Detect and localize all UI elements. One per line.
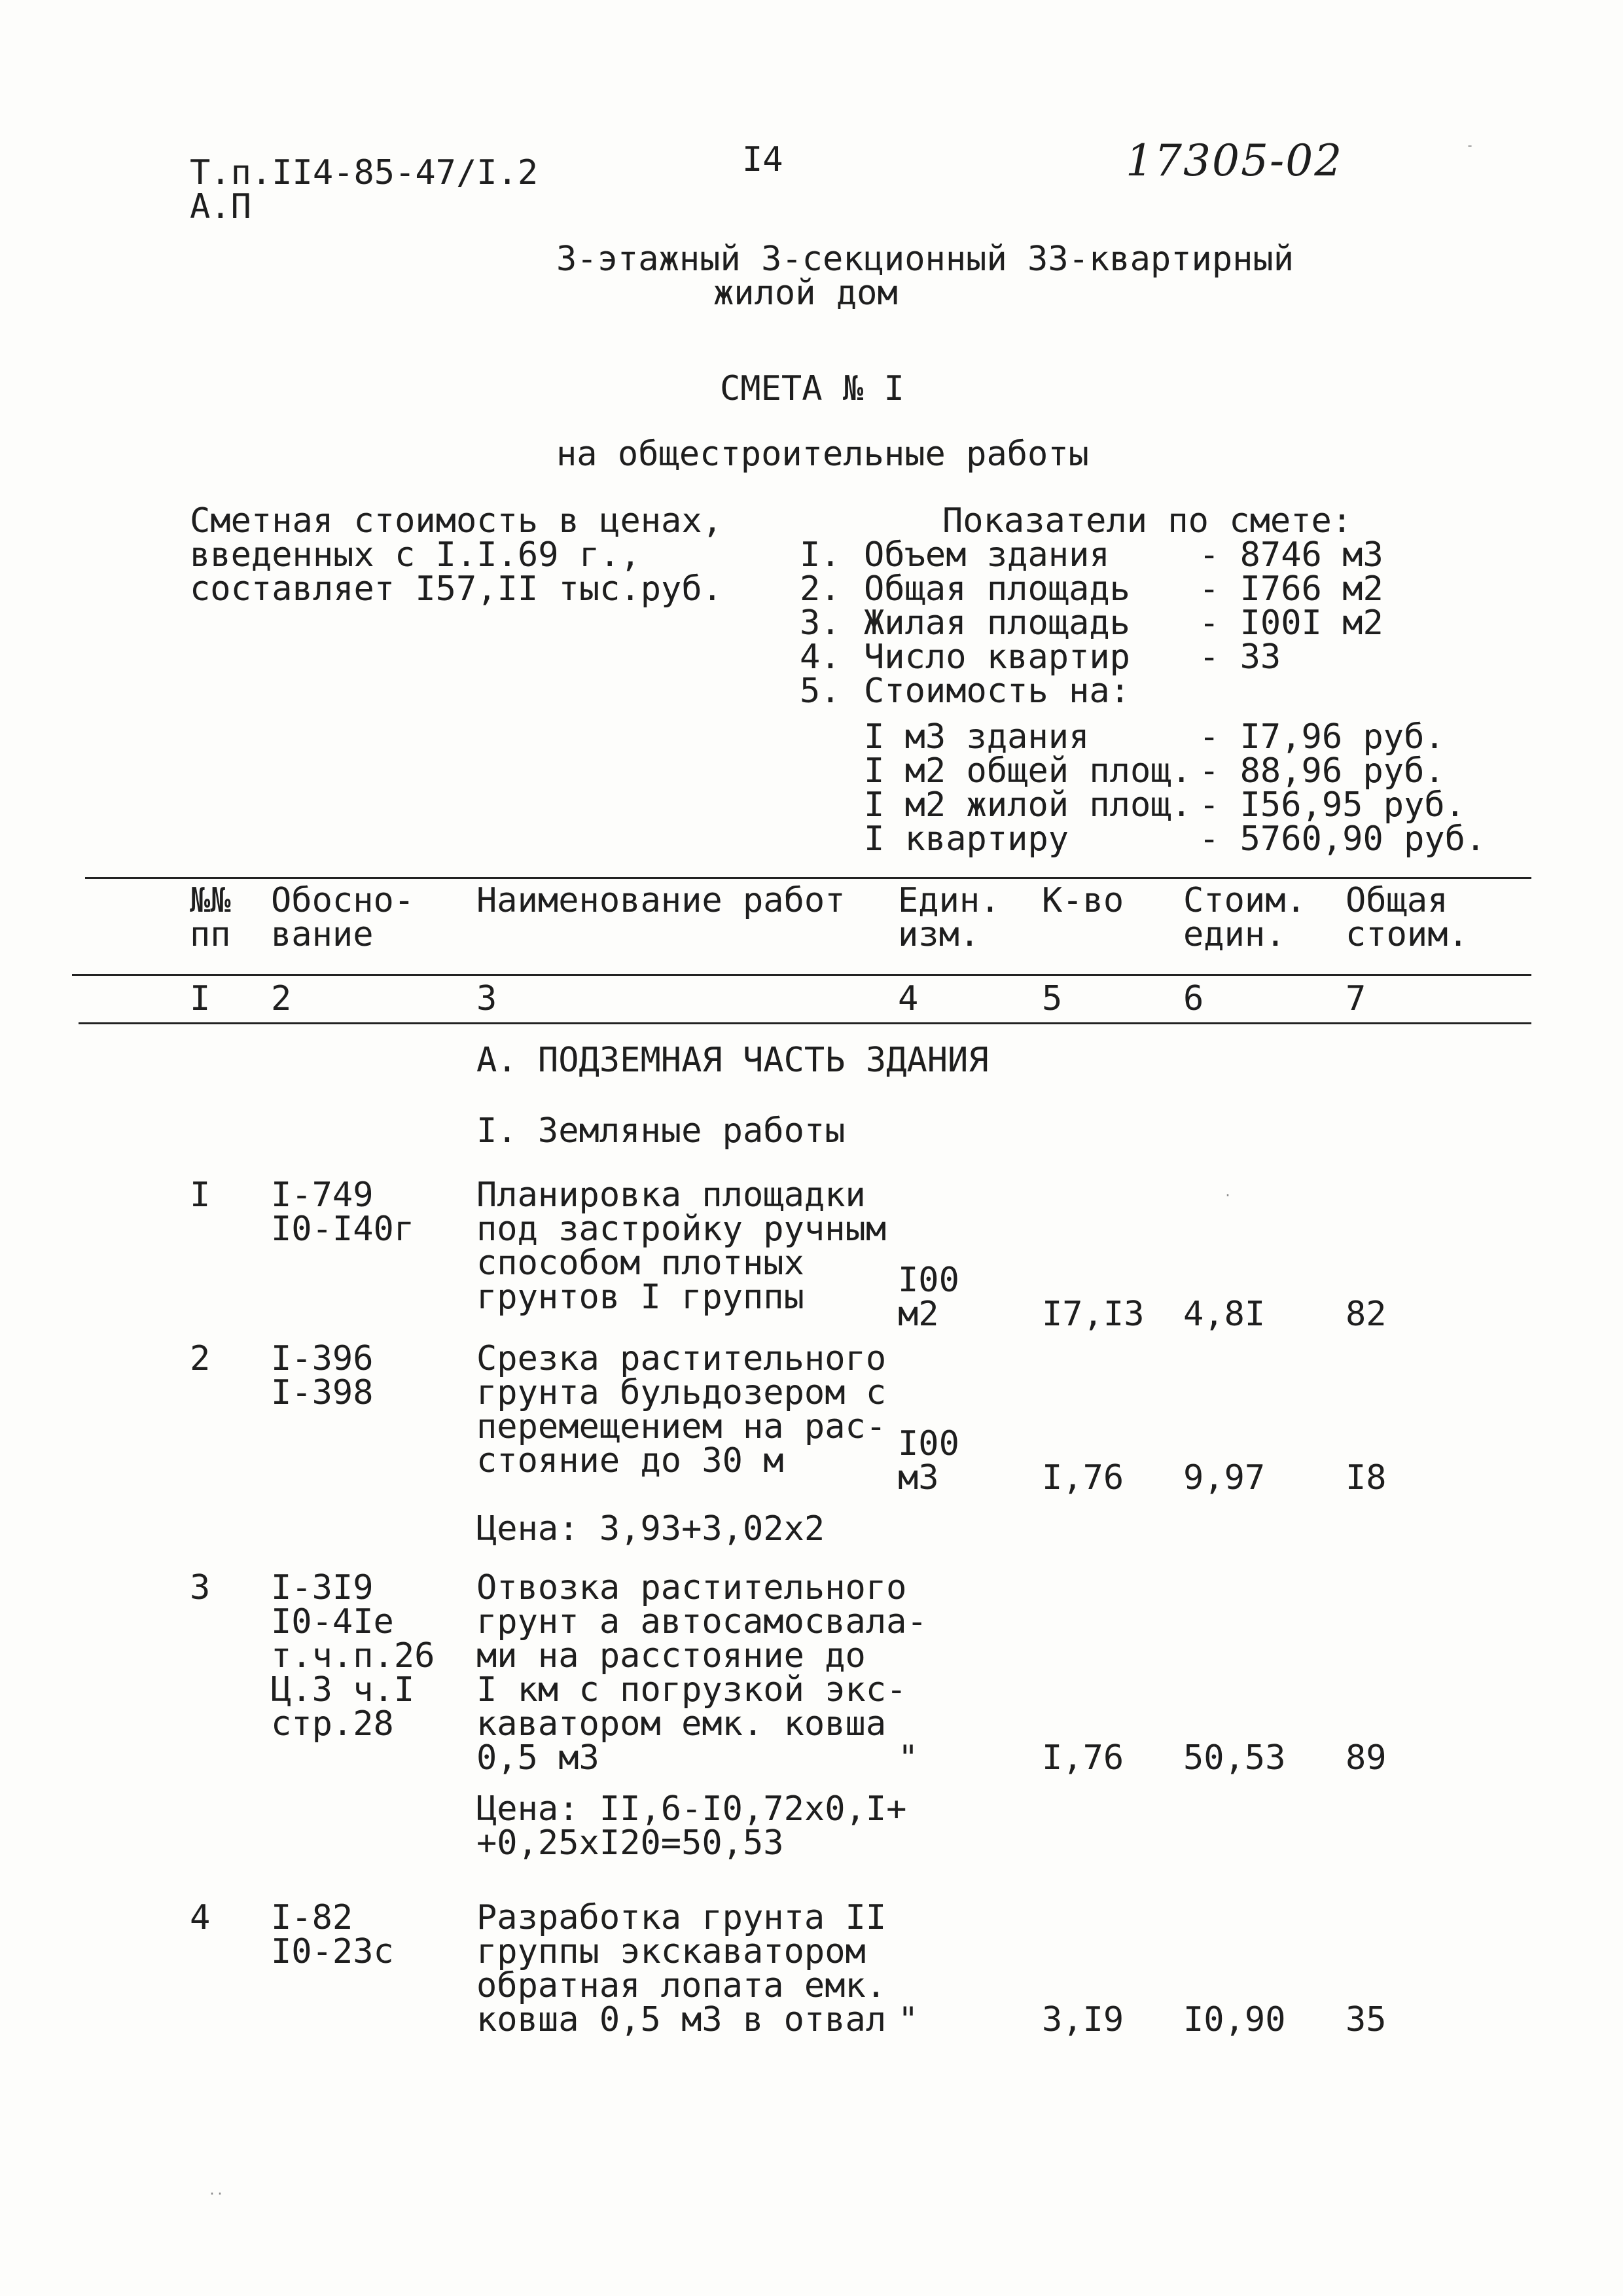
indicator-number: 4. xyxy=(800,637,841,677)
indicator-label: Жилая площадь xyxy=(864,603,1130,643)
row-work-name: грунтов I группы xyxy=(476,1278,804,1317)
column-header: Един. xyxy=(898,881,1001,920)
document-code: Т.п.II4-85-47/I.2 xyxy=(190,153,539,192)
column-header: вание xyxy=(271,915,374,954)
table-rule-numbers xyxy=(79,1022,1531,1024)
column-number: I xyxy=(190,979,211,1018)
estimate-subtitle: на общестроительные работы xyxy=(556,435,1089,474)
column-header: Общая xyxy=(1346,881,1448,920)
row-work-name: 0,5 м3 xyxy=(476,1738,599,1778)
row-unit-cost: I0,90 xyxy=(1183,2000,1286,2039)
row-total-cost: I8 xyxy=(1346,1458,1387,1498)
row-work-name: Планировка площадки xyxy=(476,1175,866,1215)
column-header: пп xyxy=(190,915,231,954)
indicator-value: - I7,96 руб. xyxy=(1199,717,1445,757)
table-rule-header xyxy=(72,974,1531,976)
column-number: 3 xyxy=(476,979,497,1018)
row-number: 3 xyxy=(190,1568,211,1607)
row-basis: I-3I9 xyxy=(271,1568,374,1607)
row-basis: I0-I40г xyxy=(271,1210,415,1249)
row-unit: " xyxy=(898,2000,919,2039)
table-rule-top xyxy=(85,877,1531,879)
row-unit: I00 xyxy=(898,1261,959,1300)
indicator-value: - 5760,90 руб. xyxy=(1199,819,1486,859)
column-header: изм. xyxy=(898,915,980,954)
column-header: Стоим. xyxy=(1183,881,1306,920)
indicator-label: Число квартир xyxy=(864,637,1130,677)
title-line-2: жилой дом xyxy=(713,274,898,313)
column-number: 2 xyxy=(271,979,292,1018)
row-work-name: перемещением на рас- xyxy=(476,1407,887,1446)
row-work-name: группы экскаватором xyxy=(476,1932,866,1971)
row-total-cost: 82 xyxy=(1346,1295,1387,1334)
section-heading: А. ПОДЗЕМНАЯ ЧАСТЬ ЗДАНИЯ xyxy=(476,1041,989,1080)
indicator-label: I м2 общей площ. xyxy=(864,751,1192,791)
row-unit: м2 xyxy=(898,1295,939,1334)
row-work-name: Срезка растительного xyxy=(476,1339,887,1378)
indicator-value: - 8746 м3 xyxy=(1199,535,1383,575)
indicator-value: - I56,95 руб. xyxy=(1199,785,1465,825)
cost-line-3: составляет I57,II тыс.руб. xyxy=(190,569,722,609)
handwritten-number: 17305-02 xyxy=(1126,135,1344,186)
row-total-cost: 35 xyxy=(1346,2000,1387,2039)
indicators-heading: Показатели по смете: xyxy=(942,501,1353,541)
column-header: стоим. xyxy=(1346,915,1469,954)
document-code-sub: А.П xyxy=(190,187,251,226)
row-basis: I0-23с xyxy=(271,1932,394,1971)
indicator-label: I м3 здания xyxy=(864,717,1090,757)
row-work-name: Разработка грунта II xyxy=(476,1898,887,1937)
row-price-note: +0,25хI20=50,53 xyxy=(476,1823,784,1863)
row-unit-cost: 50,53 xyxy=(1183,1738,1286,1778)
row-quantity: I,76 xyxy=(1042,1458,1124,1498)
row-basis: I-82 xyxy=(271,1898,353,1937)
column-header: К-во xyxy=(1042,881,1124,920)
title-line-1: 3-этажный 3-секционный 33-квартирный xyxy=(556,240,1294,279)
indicator-label: Стоимость на: xyxy=(864,672,1130,711)
row-basis: I-398 xyxy=(271,1373,374,1412)
row-basis: Ц.3 ч.I xyxy=(271,1670,415,1710)
row-unit: I00 xyxy=(898,1424,959,1463)
indicator-value: - I00I м2 xyxy=(1199,603,1383,643)
indicator-value: - 33 xyxy=(1199,637,1281,677)
row-work-name: грунта бульдозером с xyxy=(476,1373,887,1412)
row-unit: м3 xyxy=(898,1458,939,1498)
row-unit-cost: 9,97 xyxy=(1183,1458,1266,1498)
column-header: един. xyxy=(1183,915,1286,954)
column-number: 4 xyxy=(898,979,919,1018)
page-number: I4 xyxy=(742,140,783,179)
row-basis: I0-4Iе xyxy=(271,1602,394,1641)
row-work-name: Отвозка растительного xyxy=(476,1568,907,1607)
row-work-name: грунт а автосамосвала- xyxy=(476,1602,927,1641)
column-number: 7 xyxy=(1346,979,1366,1018)
row-basis: стр.28 xyxy=(271,1704,394,1744)
row-number: 2 xyxy=(190,1339,211,1378)
column-number: 6 xyxy=(1183,979,1204,1018)
row-work-name: стояние до 30 м xyxy=(476,1441,784,1480)
cost-line-1: Сметная стоимость в ценах, xyxy=(190,501,722,541)
indicator-number: I. xyxy=(800,535,841,575)
row-basis: I-396 xyxy=(271,1339,374,1378)
column-number: 5 xyxy=(1042,979,1063,1018)
cost-line-2: введенных с I.I.69 г., xyxy=(190,535,641,575)
row-work-name: под застройку ручным xyxy=(476,1210,887,1249)
row-work-name: обратная лопата емк. xyxy=(476,1966,887,2005)
indicator-label: Объем здания xyxy=(864,535,1110,575)
row-quantity: I,76 xyxy=(1042,1738,1124,1778)
scan-speck: - xyxy=(1466,137,1474,153)
row-work-name: ковша 0,5 м3 в отвал xyxy=(476,2000,887,2039)
column-header: Обосно- xyxy=(271,881,415,920)
indicator-number: 2. xyxy=(800,569,841,609)
row-price-note: Цена: 3,93+3,02х2 xyxy=(476,1509,825,1549)
row-quantity: 3,I9 xyxy=(1042,2000,1124,2039)
indicator-number: 5. xyxy=(800,672,841,711)
row-price-note: Цена: II,6-I0,72х0,I+ xyxy=(476,1789,907,1829)
row-basis: т.ч.п.26 xyxy=(271,1636,435,1676)
column-header: Наименование работ xyxy=(476,881,846,920)
scan-speck: · xyxy=(1224,1187,1232,1203)
indicator-label: I м2 жилой площ. xyxy=(864,785,1192,825)
indicator-number: 3. xyxy=(800,603,841,643)
row-work-name: способом плотных xyxy=(476,1244,804,1283)
indicator-value: - I766 м2 xyxy=(1199,569,1383,609)
row-work-name: каватором емк. ковша xyxy=(476,1704,887,1744)
row-work-name: ми на расстояние до xyxy=(476,1636,866,1676)
indicator-label: Общая площадь xyxy=(864,569,1130,609)
indicator-value: - 88,96 руб. xyxy=(1199,751,1445,791)
indicator-label: I квартиру xyxy=(864,819,1069,859)
row-quantity: I7,I3 xyxy=(1042,1295,1145,1334)
row-number: 4 xyxy=(190,1898,211,1937)
estimate-title: СМЕТА № I xyxy=(720,369,904,408)
scan-speck: .. xyxy=(208,2182,224,2198)
row-number: I xyxy=(190,1175,211,1215)
row-basis: I-749 xyxy=(271,1175,374,1215)
column-header: №№ xyxy=(190,881,231,920)
subsection-heading: I. Земляные работы xyxy=(476,1111,846,1151)
row-unit-cost: 4,8I xyxy=(1183,1295,1266,1334)
row-work-name: I км с погрузкой экс- xyxy=(476,1670,907,1710)
row-total-cost: 89 xyxy=(1346,1738,1387,1778)
row-unit: " xyxy=(898,1738,919,1778)
